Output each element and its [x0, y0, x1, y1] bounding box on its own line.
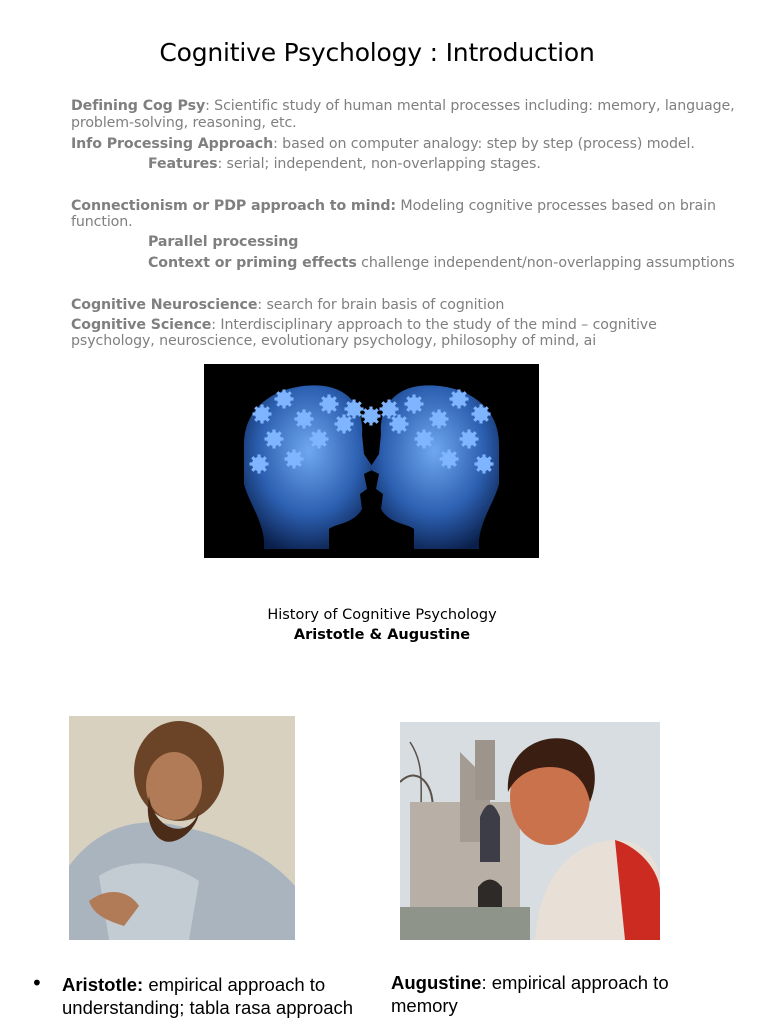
cogsci-term: Cognitive Science	[71, 317, 212, 333]
augustine-illustration	[400, 722, 660, 940]
parallel-term: Parallel processing	[148, 234, 299, 250]
church-tower	[475, 740, 495, 800]
cogsci-line	[71, 317, 657, 334]
defining-line	[71, 98, 735, 115]
history-subheading: Aristotle & Augustine	[293, 627, 471, 643]
defining-term: Defining Cog Psy	[71, 98, 206, 114]
parallel-line	[148, 234, 298, 251]
connectionism-text: Modeling cognitive processes based on brain	[396, 198, 716, 214]
connectionism-line	[71, 198, 716, 215]
info-line	[71, 136, 695, 153]
connectionism-cont: function.	[71, 214, 133, 230]
aristotle-caption-term: Aristotle:	[62, 974, 144, 995]
neuro-text: : search for brain basis of cognition	[257, 297, 505, 313]
defining-text: : Scientific study of human mental processes including: memory, language,	[205, 98, 735, 114]
features-line	[148, 156, 541, 173]
context-text: challenge independent/non-overlapping assumptions	[356, 255, 735, 271]
neuro-term: Cognitive Neuroscience	[71, 297, 258, 313]
info-term: Info Processing Approach	[71, 136, 274, 152]
connectionism-term: Connectionism or PDP approach to mind:	[71, 198, 397, 214]
bullet-marker: •	[31, 971, 43, 995]
context-term: Context or priming effects	[148, 255, 357, 271]
page-title: Cognitive Psychology : Introduction	[159, 38, 595, 67]
aristotle-caption	[62, 973, 382, 1019]
augustine-caption-text: : empirical approach to memory	[391, 972, 669, 1016]
cogsci-text: : Interdisciplinary approach to the study of the mind – cognitive	[211, 317, 657, 333]
neuro-line	[71, 297, 504, 314]
augustine-caption-term: Augustine	[391, 972, 482, 993]
heads-gears-illustration	[204, 364, 539, 558]
features-term: Features	[148, 156, 218, 172]
aristotle-illustration	[69, 716, 295, 940]
augustine-caption	[391, 971, 691, 1017]
aristotle-portrait	[69, 716, 295, 940]
augustine-portrait	[400, 722, 660, 940]
aristotle-face	[146, 752, 202, 820]
cogsci-cont: psychology, neuroscience, evolutionary psychology, philosophy of mind, ai	[71, 333, 597, 349]
features-text: : serial; independent, non-overlapping stages.	[217, 156, 541, 172]
info-text: : based on computer analogy: step by step (process) model.	[273, 136, 695, 152]
defining-cont: problem-solving, reasoning, etc.	[71, 115, 297, 131]
heads-gears-image	[204, 364, 539, 558]
context-line	[148, 255, 735, 272]
history-heading: History of Cognitive Psychology	[267, 607, 497, 623]
church-window	[480, 805, 500, 863]
aristotle-caption-text: empirical approach to understanding; tabla rasa approach	[62, 974, 354, 1018]
